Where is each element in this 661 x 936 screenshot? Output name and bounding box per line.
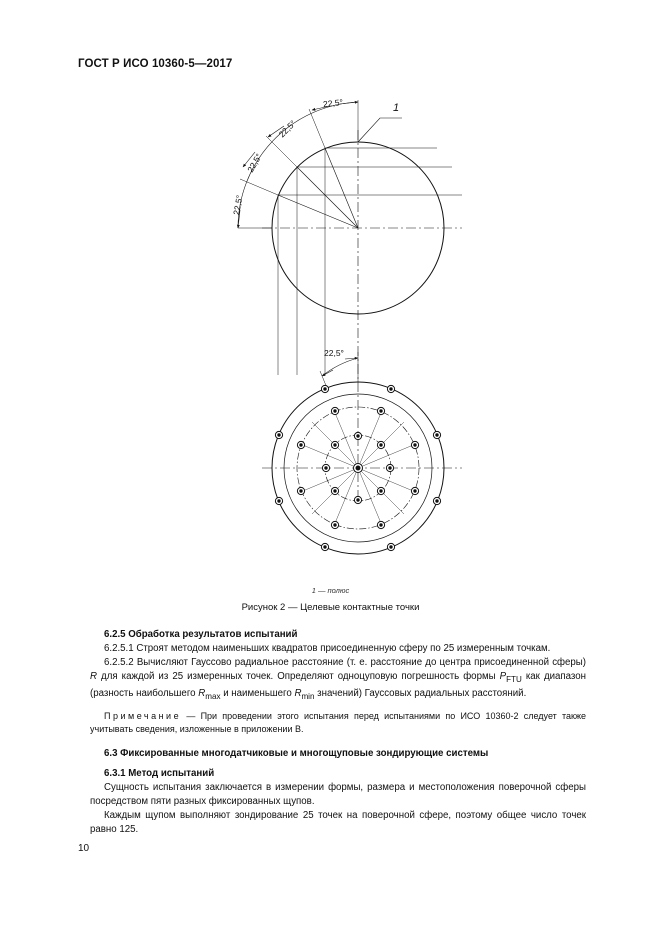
note-label: Примечание [104,710,182,721]
ray-67 [278,195,358,228]
paragraph: Сущность испытания заключается в измерении формы, размера и местоположения поверочной сферы посредством пяти разных фиксированных щупов. [90,782,586,807]
page-number: 10 [78,843,90,854]
plan-angle-label: 22,5° [324,348,344,358]
paragraph-6-2-5-1: 6.2.5.1 Строят методом наименьших квадратов присоединенную сферу по 25 измеренным точкам. [104,643,551,654]
section-title: 6.2.5 Обработка результатов испытаний [104,629,298,640]
legend-number: 1 [311,586,316,595]
angle-label-3: 22,5° [245,151,264,175]
ray-45 [297,167,358,228]
pole-leader [358,118,402,142]
legend-text: — полюс [315,586,350,595]
paragraph-6-2-5-2: 6.2.5.2 Вычисляют Гауссово радиальное расстояние (т. е. расстояние до центра присоединенной сферы) R для каждой из 25 измеренных точек. Определяют одноцуповую погрешность формы $P_{FTU}$ как диапазон (разность наибольшего $R_{max}$ и наименьшего $R_{min}$ значений) Гауссовых радиальных расстояний. [90,657,586,701]
subsection-title: 6.3.1 Метод испытаний [104,768,215,779]
angle-label-1: 22,5° [322,97,344,110]
side-view [238,100,462,500]
angle-label-2: 22,5° [276,118,298,140]
note: Примечание — При проведении этого испытания перед испытаниями по ИСО 10360-2 следует также учитывать сведения, изложенные в приложении В. [90,710,586,734]
angle-label-4: 22,5° [231,194,245,216]
ray-22 [325,148,358,228]
section-6-3 [90,747,586,837]
section-title: 6.3 Фиксированные многодатчиковые и многощуповые зондирующие системы [104,748,489,759]
paragraph: Каждым щупом выполняют зондирование 25 точек на поверочной сфере, поэтому общее число точек равно 125. [90,810,586,835]
figure-legend [0,586,661,595]
page-header: ГОСТ Р ИСО 10360-5—2017 [78,58,233,70]
figure-caption: Рисунок 2 — Целевые контактные точки [241,602,420,613]
plan-view [262,352,462,554]
section-6-2-5 [90,628,586,736]
pole-marker: 1 [393,102,400,114]
